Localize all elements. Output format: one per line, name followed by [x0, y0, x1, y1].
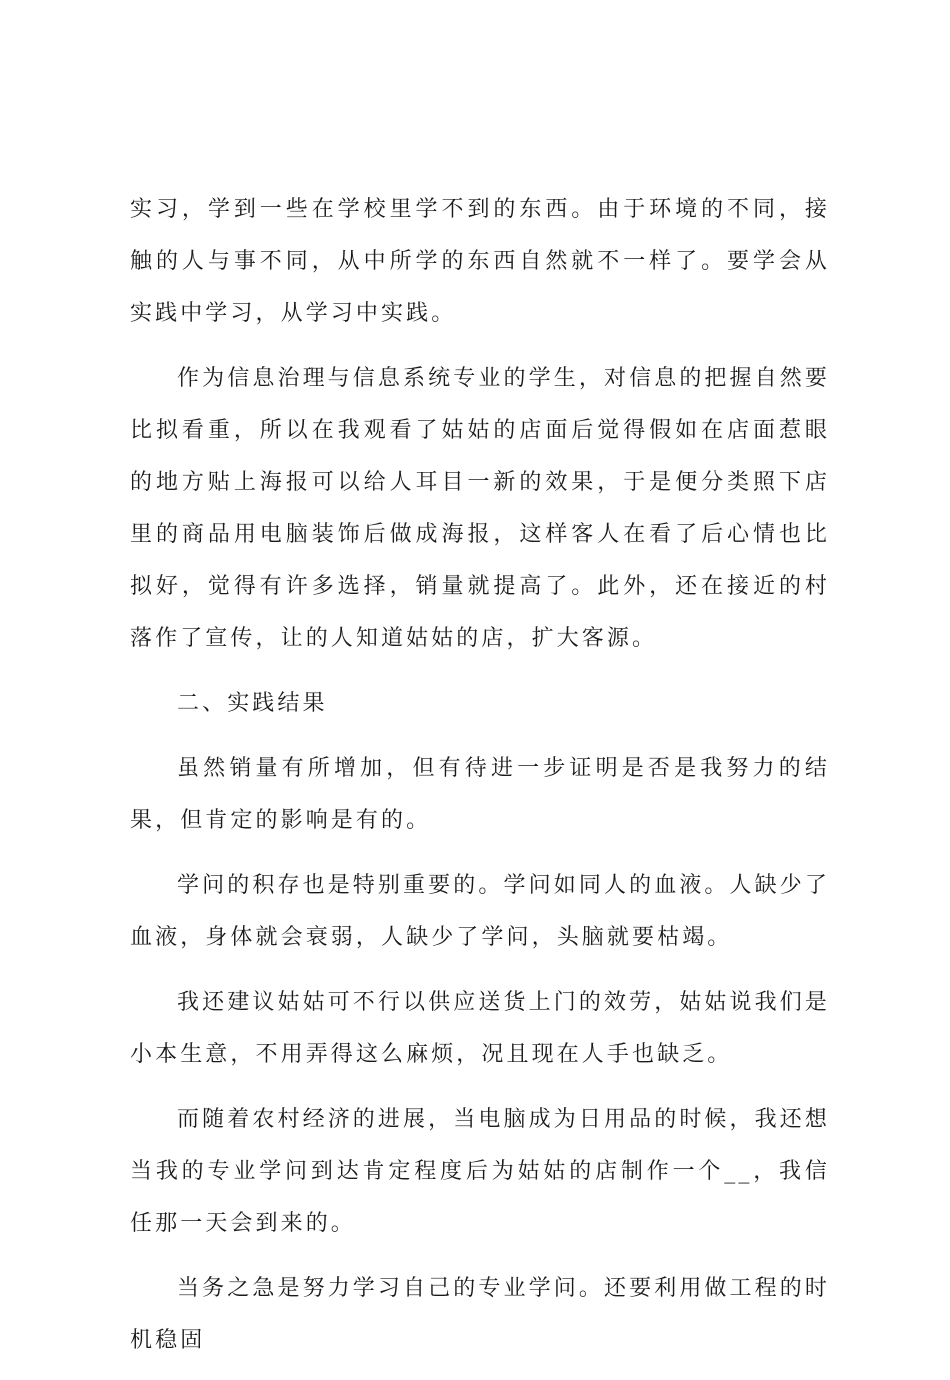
section-heading-practice-results: 二、实践结果 — [177, 691, 328, 716]
document-body — [130, 184, 830, 1380]
paragraph-information-major: 作为信息治理与信息系统专业的学生，对信息的把握自然要比拟看重，所以在我观看了姑姑的店面后觉得假如在店面惹眼的地方贴上海报可以给人耳目一新的效果，于是便分类照下店里的商品用电脑装饰后做成海报，这样客人在看了后心情也比拟好，觉得有许多选择，销量就提高了。此外，还在接近的村落作了宣传，让的人知道姑姑的店，扩大客源。 — [130, 366, 830, 651]
paragraph-knowledge-accumulation: 学问的积存也是特别重要的。学问如同人的血液。人缺少了血液，身体就会衰弱，人缺少了学问，头脑就要枯竭。 — [130, 873, 830, 950]
paragraph-sales-increase: 虽然销量有所增加，但有待进一步证明是否是我努力的结果，但肯定的影响是有的。 — [130, 756, 830, 833]
paragraph-delivery-suggestion: 我还建议姑姑可不行以供应送货上门的效劳，姑姑说我们是小本生意，不用弄得这么麻烦，况且现在人手也缺乏。 — [130, 990, 830, 1067]
paragraph-rural-economy: 而随着农村经济的进展，当电脑成为日用品的时候，我还想当我的专业学问到达肯定程度后为姑姑的店制作一个__，我信任那一天会到来的。 — [130, 1107, 830, 1236]
paragraph-urgent-task: 当务之急是努力学习自己的专业学问。还要利用做工程的时机稳固 — [130, 1276, 830, 1353]
paragraph-internship-continuation: 实习，学到一些在学校里学不到的东西。由于环境的不同，接触的人与事不同，从中所学的东西自然就不一样了。要学会从实践中学习，从学习中实践。 — [130, 197, 830, 326]
